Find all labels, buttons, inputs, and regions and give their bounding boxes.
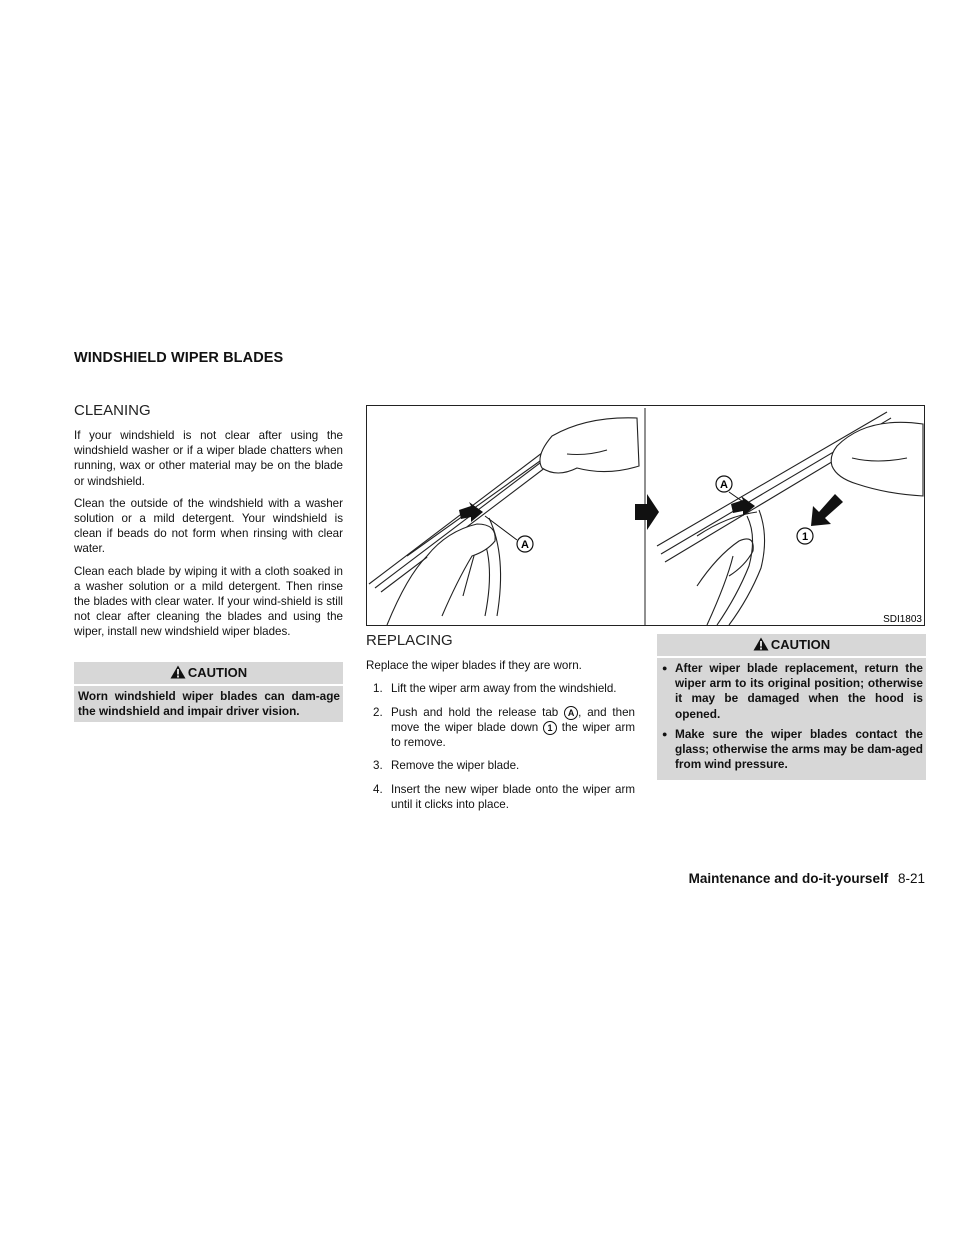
- caution-list: [661, 661, 923, 772]
- figure-label-1: 1: [801, 531, 809, 543]
- replacing-heading: REPLACING: [366, 632, 453, 649]
- footer-chapter: Maintenance and do-it-yourself: [688, 871, 889, 886]
- step-number: 1.: [373, 682, 383, 696]
- step-1: [366, 681, 635, 696]
- step-text-mid: , and then move the wiper blade down: [391, 705, 635, 734]
- replacing-steps: [366, 681, 635, 812]
- caution-list-box: [657, 658, 926, 780]
- caution-box-replacing: [657, 634, 926, 780]
- caution-box-cleaning: [74, 662, 343, 722]
- caution-title: CAUTION: [770, 637, 831, 652]
- replacing-body: [366, 658, 635, 820]
- cleaning-body: [74, 428, 343, 647]
- step-2: [366, 705, 635, 751]
- replacing-intro: Replace the wiper blades if they are worn.: [366, 659, 582, 672]
- step-text: Remove the wiper blade.: [391, 759, 520, 773]
- section-title: WINDSHIELD WIPER BLADES: [74, 350, 284, 366]
- step-3: [366, 758, 635, 773]
- caution-item-2: ● Make sure the wiper blades contact the glass; otherwise the arms may be dam-aged from wind pressure.: [661, 727, 923, 773]
- step-text: Insert the new wiper blade onto the wiper arm until it clicks into place.: [391, 782, 635, 811]
- wiper-replacement-figure: [366, 405, 925, 626]
- step-4: [366, 782, 635, 813]
- warning-icon: [170, 665, 186, 679]
- step-number: 4.: [373, 782, 383, 796]
- wiper-illustration: [367, 406, 924, 625]
- footer-page-number: 8-21: [897, 871, 925, 886]
- callout-1: 1: [543, 721, 557, 735]
- caution-header: [657, 634, 926, 658]
- step-text-post: the wiper arm to remove.: [391, 720, 635, 750]
- caution-item-1: ● After wiper blade replacement, return the wiper arm to its original position; otherwise it may be damaged when the hood is opened.: [661, 661, 923, 722]
- step-number: 3.: [373, 759, 383, 773]
- figure-label-a-left: A: [521, 539, 529, 551]
- warning-icon: [753, 637, 769, 651]
- figure-label-a-right: A: [720, 479, 728, 491]
- cleaning-paragraph-3: Clean each blade by wiping it with a cloth soaked in a washer solution or a mild detergent. Then rinse the blades with clear water. If your wind-shield is still not clear after cleaning the blades and using the wiper, install new windshield wiper blades.: [74, 564, 343, 639]
- caution-text: Worn windshield wiper blades can dam-age the windshield and impair driver vision.: [74, 686, 343, 722]
- cleaning-paragraph-2: Clean the outside of the windshield with a washer solution or a mild detergent. Your windshield is clean if beads do not form when rinsing with clear water.: [74, 496, 343, 556]
- step-text-pre: Push and hold the release tab: [391, 705, 559, 719]
- caution-header: [74, 662, 343, 686]
- caution-title: CAUTION: [187, 665, 248, 680]
- cleaning-paragraph-1: If your windshield is not clear after using the windshield washer or if a wiper blade chatters when running, wax or other material may be on the blade or windshield.: [74, 429, 343, 488]
- step-text: Lift the wiper arm away from the windshield.: [391, 682, 617, 696]
- figure-code: SDI1803: [883, 614, 922, 625]
- callout-a: A: [564, 706, 578, 720]
- page-footer: [689, 871, 925, 886]
- step-number: 2.: [373, 705, 383, 719]
- cleaning-heading: CLEANING: [74, 402, 151, 419]
